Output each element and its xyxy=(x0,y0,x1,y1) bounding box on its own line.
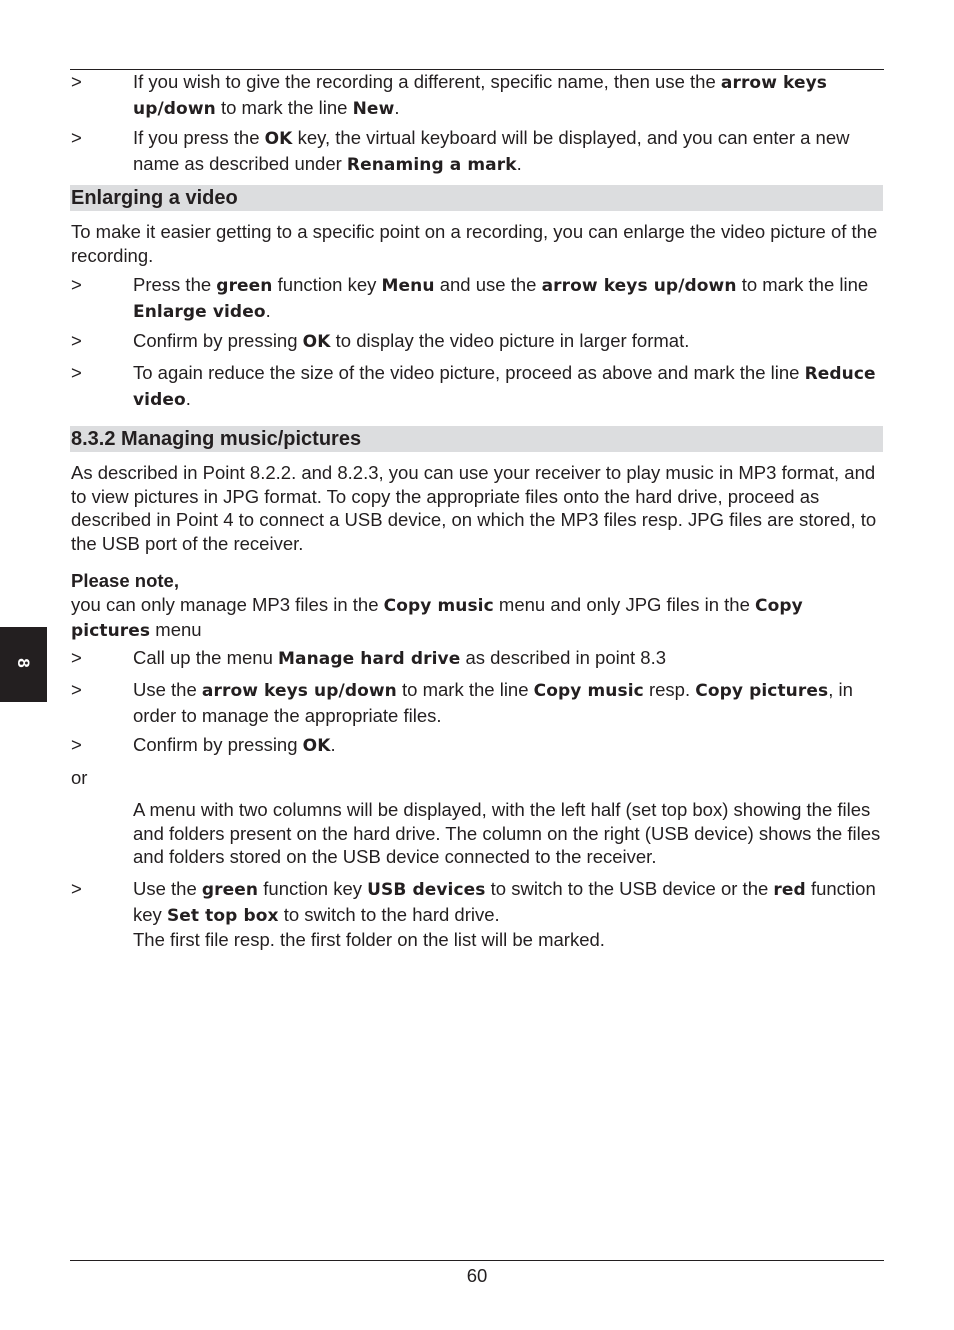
key-term: Enlarge video xyxy=(133,301,266,322)
key-term: Menu xyxy=(381,276,435,296)
key-term: arrow keys up/down xyxy=(133,73,828,119)
key-term: arrow keys up/down xyxy=(201,681,397,701)
key-term: green xyxy=(216,276,273,296)
intro-paragraph: As described in Point 8.2.2. and 8.2.3, you can use your receiver to play music in MP3 format, and to view pictures in JPG format. To copy the appropriate files onto the hard drive, proceed as described in Point 4 to connect a USB device, on which the MP3 files resp. JPG files are stored, to the USB port of the receiver. xyxy=(71,462,877,554)
key-term: Copy pictures xyxy=(695,681,829,701)
key-term: OK xyxy=(264,129,293,149)
list-item xyxy=(71,329,883,355)
list-item-text: Confirm by pressing OK. xyxy=(133,734,336,756)
key-term: New xyxy=(352,98,395,119)
list-item xyxy=(71,273,883,324)
bullet-marker: > xyxy=(71,127,82,148)
bullet-marker: > xyxy=(71,734,82,755)
list-item-text: To again reduce the size of the video picture, proceed as above and mark the line Reduce video. xyxy=(133,362,876,410)
section-heading-enlarge: Enlarging a video xyxy=(70,185,883,211)
key-term: Copy music xyxy=(533,681,644,701)
key-term: USB devices xyxy=(367,880,486,900)
list-item-text: Use the arrow keys up/down to mark the line Copy music resp. Copy pictures, in order to manage the appropriate files. xyxy=(133,679,853,726)
list-item xyxy=(71,70,883,121)
bullet-marker: > xyxy=(71,647,82,668)
list-item-text: Press the green function key Menu and use the arrow keys up/down to mark the line Enlarge video. xyxy=(133,274,869,322)
key-term: red xyxy=(773,880,806,900)
chapter-tab-label: 8 xyxy=(14,658,33,668)
key-term: OK xyxy=(302,332,331,352)
bullet-marker: > xyxy=(71,330,82,351)
bullet-marker: > xyxy=(71,362,82,383)
note-text: you can only manage MP3 files in the Copy music menu and only JPG files in the Copy pictures menu xyxy=(71,593,803,641)
bullet-marker: > xyxy=(71,679,82,700)
footer-rule xyxy=(70,1260,884,1261)
list-item-text: If you press the OK key, the virtual keyboard will be displayed, and you can enter a new name as described under Renaming a mark. xyxy=(133,127,850,175)
or-text: or xyxy=(71,767,88,788)
menu-description: A menu with two columns will be displayed, with the left half (set top box) showing the files and folders present on the hard drive. The column on the right (USB device) shows the files and folders stored on the USB device connected to the receiver. xyxy=(133,799,881,867)
bullet-marker: > xyxy=(71,274,82,295)
list-item xyxy=(71,126,883,177)
list-item-text: Confirm by pressing OK to display the video picture in larger format. xyxy=(133,330,690,352)
key-term: Copy music xyxy=(383,595,494,616)
key-term: OK xyxy=(302,736,331,756)
list-item-text: If you wish to give the recording a different, specific name, then use the arrow keys up/down to mark the line New. xyxy=(133,71,828,119)
key-term: arrow keys up/down xyxy=(541,276,737,296)
key-term: Manage hard drive xyxy=(278,649,461,669)
list-item xyxy=(71,361,883,412)
list-item-text: Call up the menu Manage hard drive as described in point 8.3 xyxy=(133,647,667,669)
chapter-tab xyxy=(0,627,47,702)
key-term: Renaming a mark xyxy=(346,154,517,175)
bullet-marker: > xyxy=(71,878,82,899)
note-title: Please note, xyxy=(71,570,179,591)
list-item-extra: The first file resp. the first folder on the list will be marked. xyxy=(133,929,605,950)
key-term: Reduce video xyxy=(133,364,876,410)
list-item-text: Use the green function key USB devices to switch to the USB device or the red function key Set top box to switch to the hard drive. xyxy=(133,878,876,926)
list-item xyxy=(71,733,883,759)
page-number: 60 xyxy=(466,1265,488,1286)
key-term: Copy pictures xyxy=(71,595,803,641)
intro-paragraph: To make it easier getting to a specific point on a recording, you can enlarge the video picture of the recording. xyxy=(71,221,878,266)
key-term: green xyxy=(201,880,259,900)
key-term: Set top box xyxy=(166,905,279,926)
list-item xyxy=(71,678,883,727)
note-block xyxy=(71,569,883,644)
bullet-marker: > xyxy=(71,71,82,92)
list-item xyxy=(71,646,883,672)
section-heading-music: 8.3.2 Managing music/pictures xyxy=(70,426,883,452)
list-item xyxy=(71,877,883,952)
